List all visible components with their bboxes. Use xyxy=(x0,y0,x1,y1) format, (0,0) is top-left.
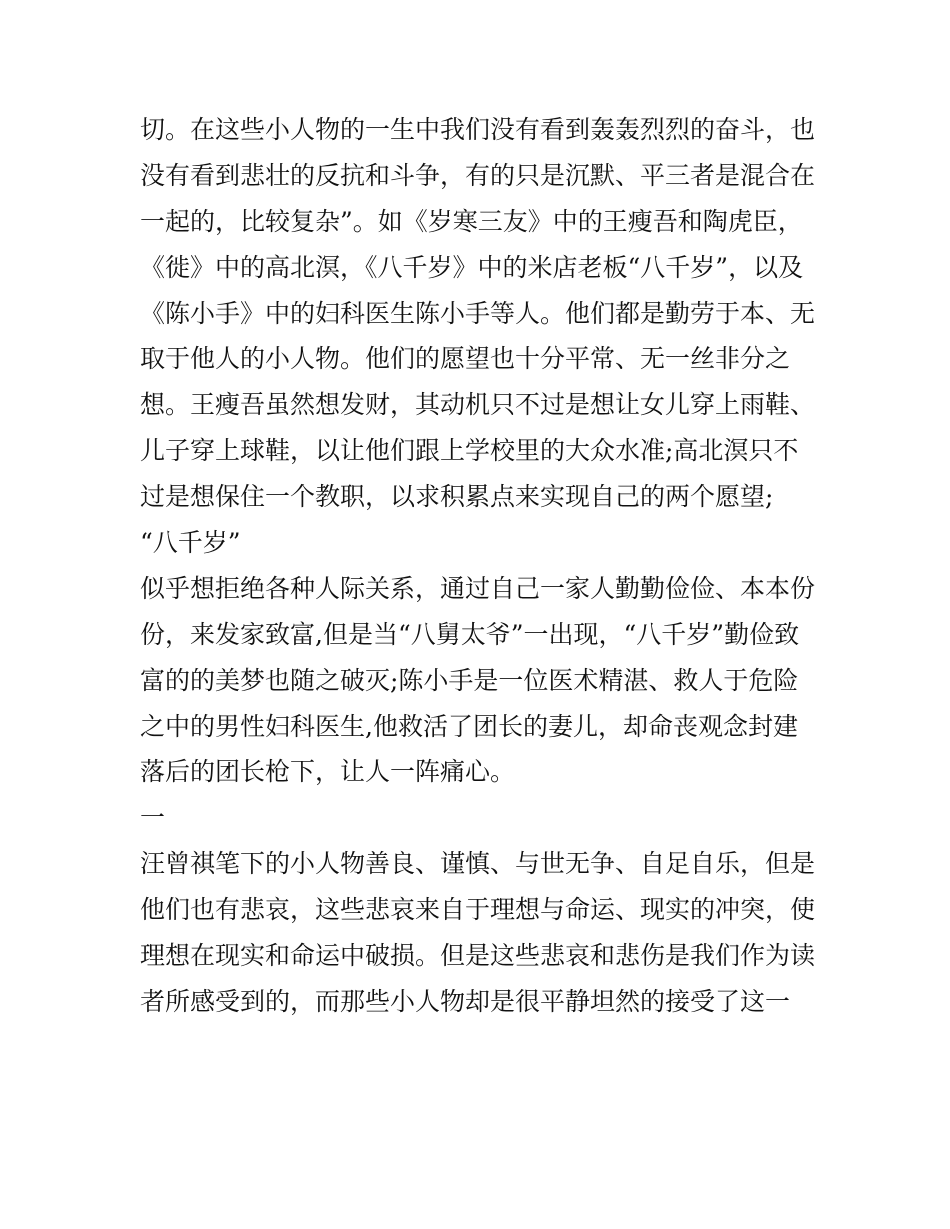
text-line: 份，来发家致富,但是当“八舅太爷”一出现，“八千岁”勤俭致 xyxy=(140,619,800,649)
text-line: 似乎想拒绝各种人际关系，通过自己一家人勤勤俭俭、本本份 xyxy=(140,573,816,603)
text-line: 过是想保住一个教职，以求积累点来实现自己的两个愿望; xyxy=(140,482,774,512)
text-line: 落后的团长枪下，让人一阵痛心。 xyxy=(140,757,516,787)
text-line: 《陈小手》中的妇科医生陈小手等人。他们都是勤劳于本、无 xyxy=(140,298,816,328)
text-line: 想。王瘦吾虽然想发财，其动机只不过是想让女儿穿上雨鞋、 xyxy=(140,390,816,420)
text-line: 儿子穿上球鞋，以让他们跟上学校里的大众水准;高北溟只不 xyxy=(140,436,799,466)
text-line: 《徙》中的高北溟，《八千岁》中的米店老板“八千岁”，以及 xyxy=(140,252,804,282)
text-line: 切。在这些小人物的一生中我们没有看到轰轰烈烈的奋斗，也 xyxy=(140,115,816,144)
body-text xyxy=(140,107,830,1025)
text-line: 没有看到悲壮的反抗和斗争，有的只是沉默、平三者是混合在 xyxy=(140,160,816,190)
text-line: “八千岁” xyxy=(140,528,241,558)
text-line: 汪曾祺笔下的小人物善良、谨慎、与世无争、自足自乐，但是 xyxy=(140,849,816,879)
text-line: 他们也有悲哀，这些悲哀来自于理想与命运、现实的冲突，使 xyxy=(140,895,816,925)
text-line: 富的的美梦也随之破灭;陈小手是一位医术精湛、救人于危险 xyxy=(140,665,799,695)
text-line: 取于他人的小人物。他们的愿望也十分平常、无一丝非分之 xyxy=(140,344,791,374)
text-line: 者所感受到的，而那些小人物却是很平静坦然的接受了这一 xyxy=(140,986,791,1016)
text-line: 一起的，比较复杂”。如《岁寒三友》中的王瘦吾和陶虎臣， xyxy=(140,206,803,236)
text-line: 理想在现实和命运中破损。但是这些悲哀和悲伤是我们作为读 xyxy=(140,941,816,971)
text-line: 之中的男性妇科医生,他救活了团长的妻儿，却命丧观念封建 xyxy=(140,711,798,741)
text-line: 一 xyxy=(140,803,166,833)
